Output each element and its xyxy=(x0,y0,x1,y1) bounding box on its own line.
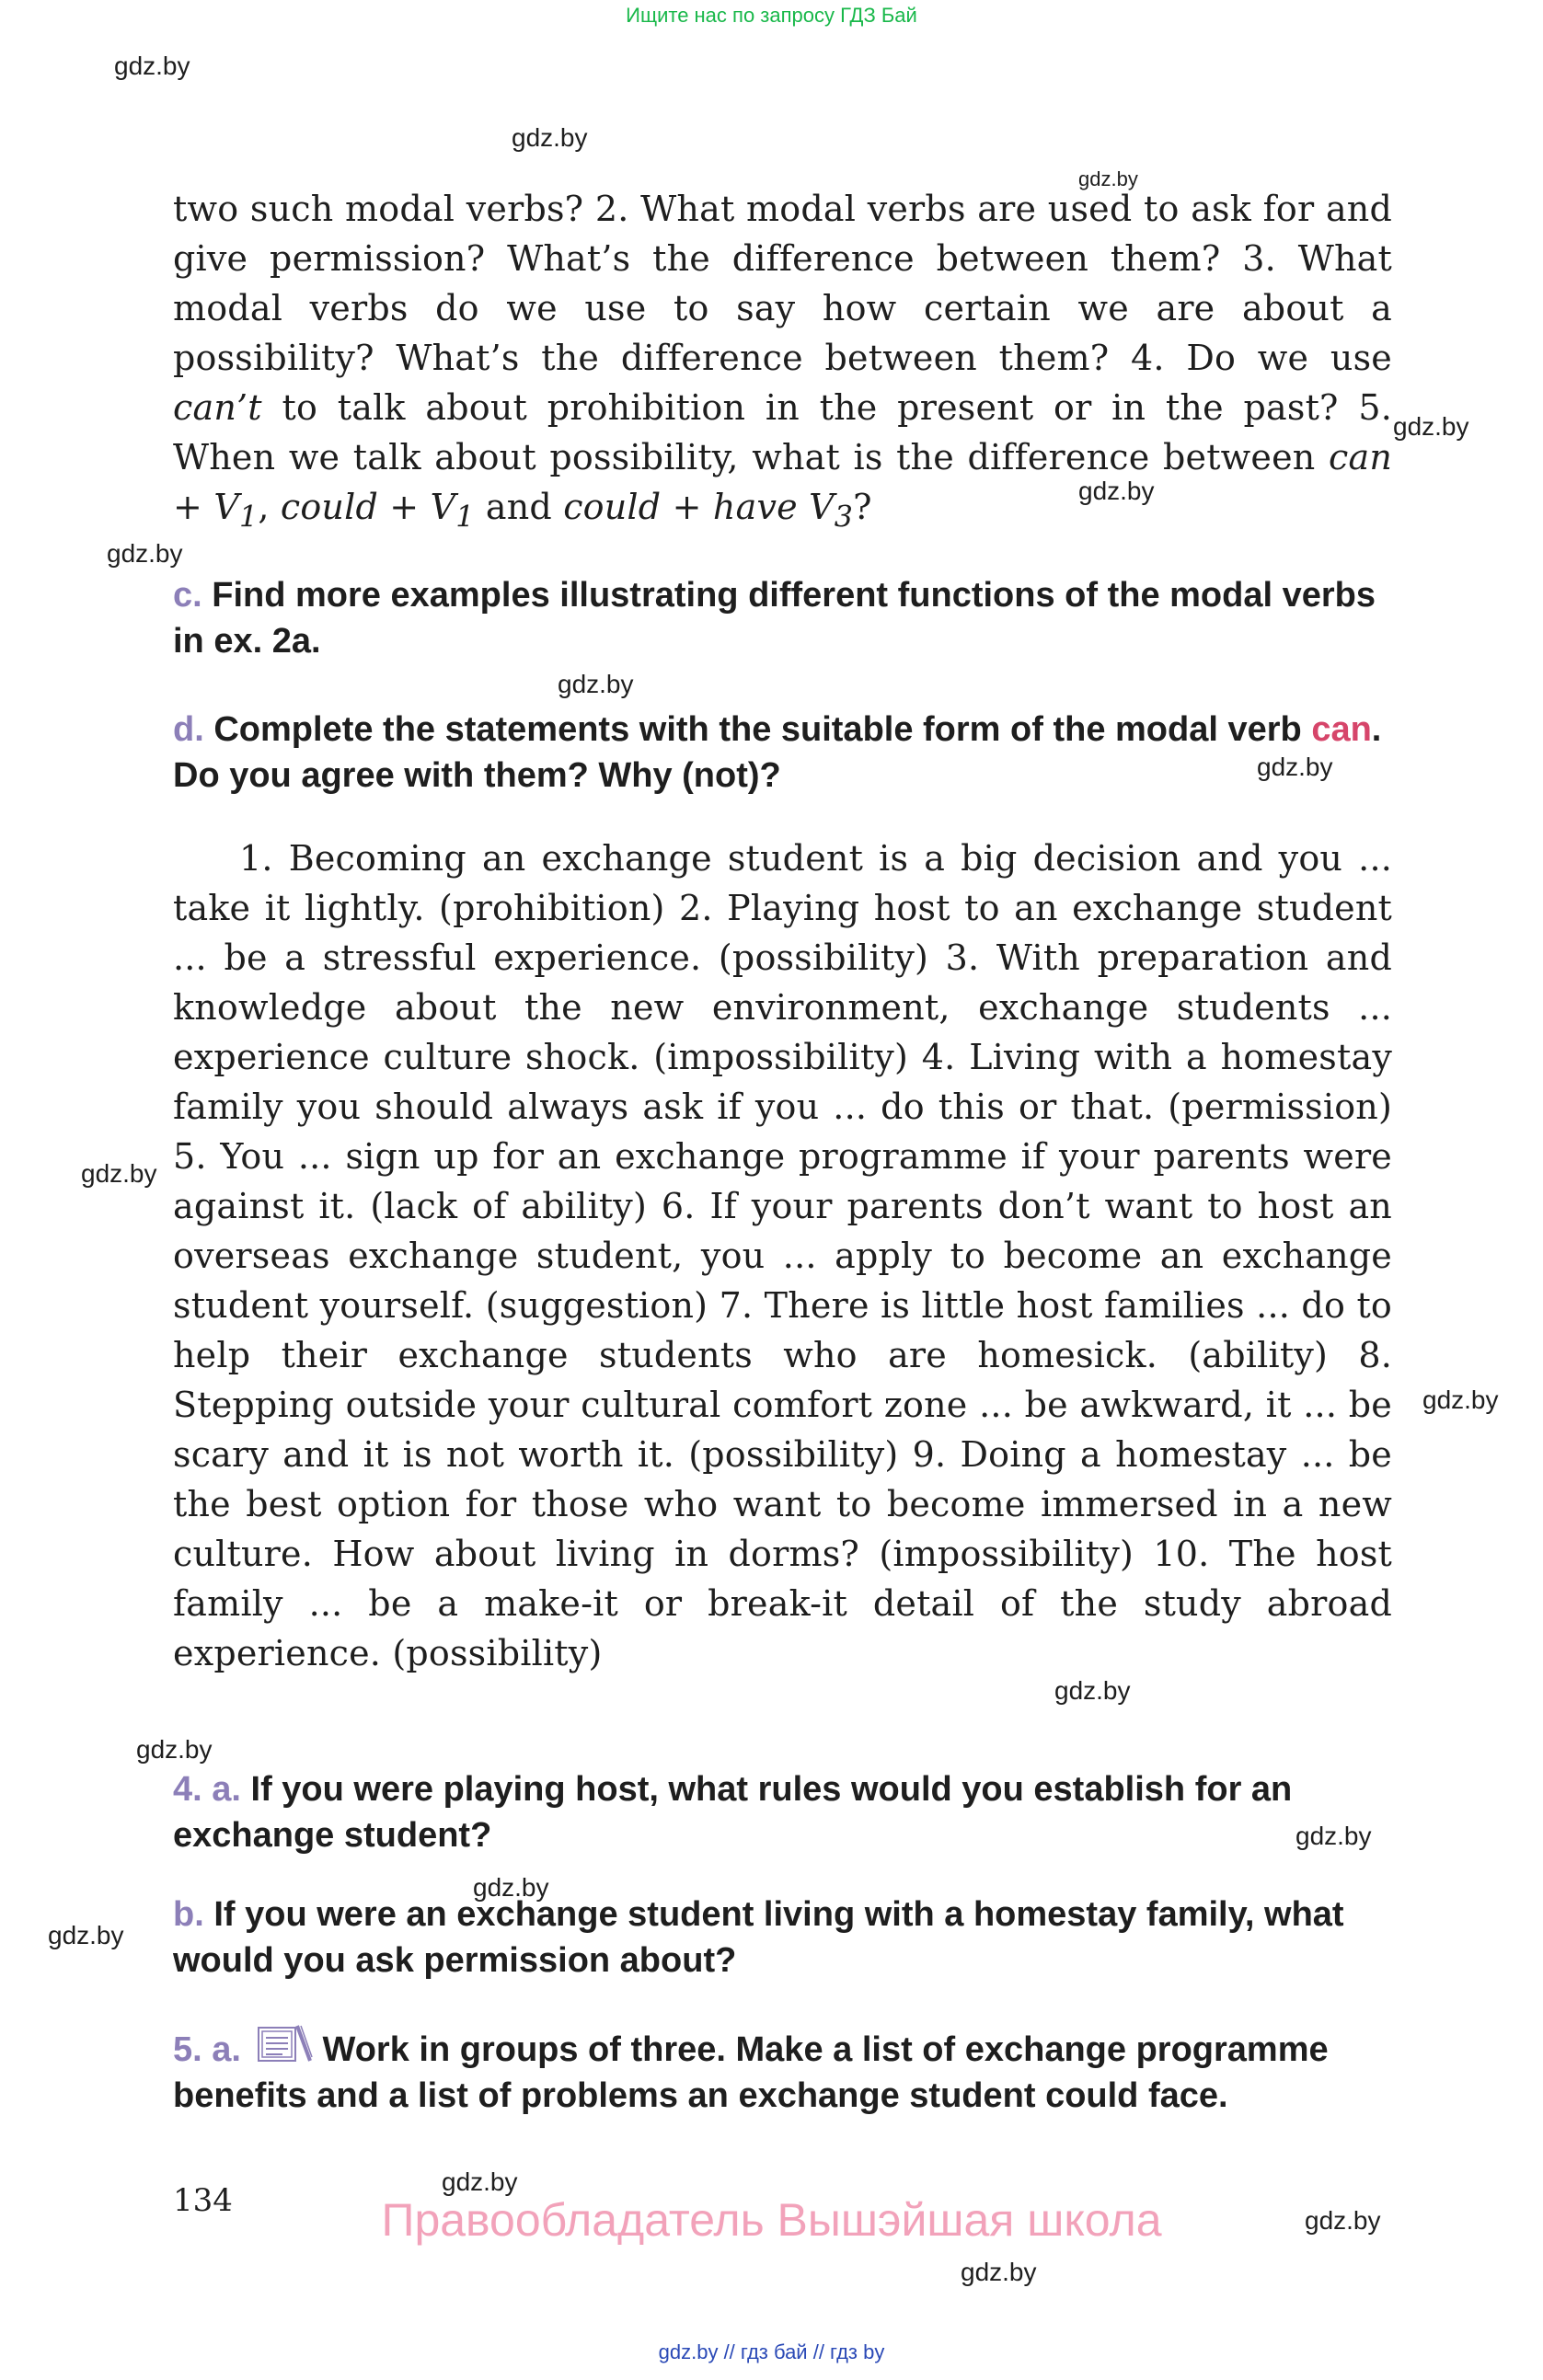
formula: could + V xyxy=(280,487,456,527)
formula: can + V xyxy=(173,437,1392,527)
watermark: gdz.by xyxy=(1078,477,1155,505)
modal-verb-keyword: can xyxy=(1311,710,1372,749)
watermark: gdz.by xyxy=(1257,753,1333,781)
text-run: ? xyxy=(853,487,872,527)
watermark: gdz.by xyxy=(1422,1385,1499,1414)
task-letter: a. xyxy=(212,1770,241,1809)
task-d xyxy=(173,707,1392,799)
text-run: , xyxy=(258,487,281,527)
task-c xyxy=(173,572,1392,664)
subscript: 3 xyxy=(834,500,854,535)
task-text: . Do you agree with them? Why (not)? xyxy=(173,710,1382,795)
task-number: 5. xyxy=(173,2030,202,2069)
exercise-d-statements xyxy=(173,834,1392,1678)
top-banner: Ищите нас по запросу ГДЗ Бай xyxy=(626,4,917,27)
task-number: 4. xyxy=(173,1770,202,1809)
text-run: and xyxy=(474,487,564,527)
watermark: gdz.by xyxy=(1054,1676,1131,1705)
subscript: 1 xyxy=(238,500,259,535)
watermark: gdz.by xyxy=(114,52,190,80)
notebook-pencil-icon xyxy=(257,2024,314,2064)
page-number: 134 xyxy=(173,2182,233,2219)
text-run: can’t xyxy=(173,387,262,428)
task-letter: a. xyxy=(212,2030,241,2069)
footer-links[interactable]: gdz.by // гдз бай // гдз by xyxy=(658,2340,885,2363)
watermark: gdz.by xyxy=(558,670,634,698)
exercise-paragraph: 1. Becoming an exchange student is a big decision and you ... take it lightly. (prohibition) 2. Playing host to an exchange student ... be a stressful experience. (possibility) 3. With preparation and knowledge about the new environment, exchange students ... experience culture shock. (impossibility) 4. Living with a homestay family you should always ask if you ... do this or that. (permission) 5. You ... sign up for an exchange programme if your parents were against it. (lack of ability) 6. If your parents don’t want to host an overseas exchange student, you ... apply to become an exchange student yourself. (suggestion) 7. There is little host families ... do to help their exchange students who are homesick. (ability) 8. Stepping outside your cultural comfort zone ... be awkward, it ... be scary and it is not worth it. (possibility) 9. Doing a homestay ... be the best option for those who want to become immersed in a new culture. How about living in dorms? (impossibility) 10. The host family ... be a make-it or break-it detail of the study abroad experience. (possibility) xyxy=(173,838,1392,1673)
watermark: gdz.by xyxy=(81,1159,157,1188)
watermark: gdz.by xyxy=(961,2258,1037,2286)
watermark: gdz.by xyxy=(107,539,183,568)
task-text: Complete the statements with the suitable form of the modal verb xyxy=(213,710,1302,749)
formula: could + have V xyxy=(563,487,835,527)
task-5a xyxy=(173,2024,1392,2119)
watermark: gdz.by xyxy=(512,123,588,152)
text-run: two such modal verbs? 2. What modal verbs are used to ask for and give permission? What’s the difference between them? 3. What modal verbs do we use to say how certain we are about a possibility? What’s the difference between them? 4. Do we use xyxy=(173,189,1392,378)
watermark: gdz.by xyxy=(442,2167,518,2196)
watermark: gdz.by xyxy=(1305,2206,1381,2235)
task-4a xyxy=(173,1766,1392,1858)
text-run: to talk about prohibition in the present or in the past? 5. When we talk about possibility, what is the difference between xyxy=(173,387,1392,477)
subscript: 1 xyxy=(455,500,475,535)
task-text: If you were an exchange student living with a homestay family, what would you ask permission about? xyxy=(173,1895,1344,1980)
watermark: gdz.by xyxy=(48,1921,124,1949)
section-b-questions xyxy=(173,184,1392,543)
task-text: Work in groups of three. Make a list of exchange programme benefits and a list of problems an exchange student could face. xyxy=(173,2030,1329,2115)
watermark: gdz.by xyxy=(1393,412,1469,441)
watermark: gdz.by xyxy=(473,1873,549,1902)
task-text: Find more examples illustrating different functions of the modal verbs in ex. 2a. xyxy=(173,576,1376,661)
task-4b xyxy=(173,1891,1392,1983)
watermark: gdz.by xyxy=(1078,167,1138,190)
task-letter: c. xyxy=(173,576,202,615)
copyright-owner: Правообладатель Вышэйшая школа xyxy=(381,2194,1162,2246)
task-letter: b. xyxy=(173,1895,204,1934)
task-letter: d. xyxy=(173,710,204,749)
task-text: If you were playing host, what rules would you establish for an exchange student? xyxy=(173,1770,1293,1855)
watermark: gdz.by xyxy=(1295,1822,1372,1850)
watermark: gdz.by xyxy=(136,1735,213,1764)
